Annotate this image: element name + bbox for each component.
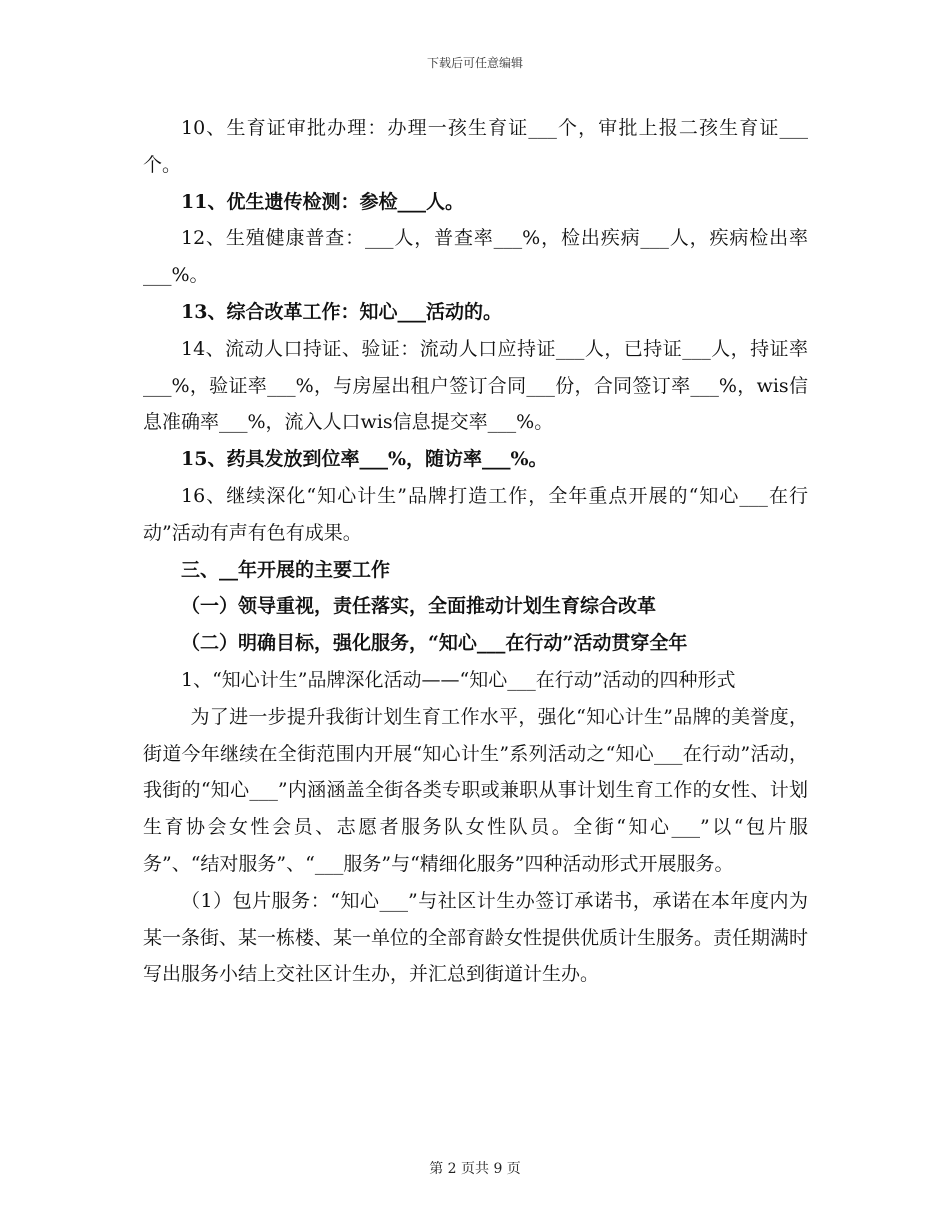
subsection-heading-1: （一）领导重视，责任落实，全面推动计划生育综合改革 [181,595,657,618]
paragraph-16: 16、继续深化“知心计生”品牌打造工作，全年重点开展的“知心___在行动”活动有声有色有成果。 [143,484,808,544]
paragraph-13: 13、综合改革工作：知心___活动的。 [181,300,502,323]
item-heading-1: 1、“知心计生”品牌深化活动——“知心___在行动”活动的四种形式 [181,668,736,691]
paragraph-10: 10、生育证审批办理：办理一孩生育证___个，审批上报二孩生育证___个。 [143,117,808,176]
page-footer: 第 2 页共 9 页 [429,1161,521,1177]
paragraph-12: 12、生殖健康普查：___人，普查率___%，检出疾病___人，疾病检出率___%。 [143,227,808,287]
paragraph-14: 14、流动人口持证、验证：流动人口应持证___人，已持证___人，持证率___%，验证率___%，与房屋出租户签订合同___份，合同签订率___%，wis信息准确率___%，流入人口wis信息提交率___%。 [143,337,808,434]
subsection-heading-2: （二）明确目标，强化服务，“知心___在行动”活动贯穿全年 [181,632,688,655]
page-header: 下载后可任意编辑 [426,56,523,70]
body-paragraph-package-service: （1）包片服务：“知心___”与社区计生办签订承诺书，承诺在本年度内为某一条街、某一栋楼、某一单位的全部育龄女性提供优质计生服务。责任期满时写出服务小结上交社区计生办，并汇总到街道计生办。 [143,889,809,986]
paragraph-15: 15、药具发放到位率___%，随访率___%。 [181,448,548,471]
body-paragraph: 为了进一步提升我街计划生育工作水平，强化“知心计生”品牌的美誉度，街道今年继续在全街范围内开展“知心计生”系列活动之“知心___在行动”活动，我街的“知心___”内涵涵盖全街各类专职或兼职从事计划生育工作的女性、计划生育协会女性会员、志愿者服务队女性队员。全街“知心___”以“包片服务”、“结对服务”、“___服务”与“精细化服务”四种活动形式开展服务。 [143,705,808,875]
section-heading-3: 三、__年开展的主要工作 [181,558,391,581]
document-body [143,110,808,993]
paragraph-11: 11、优生遗传检测：参检___人。 [181,190,464,213]
